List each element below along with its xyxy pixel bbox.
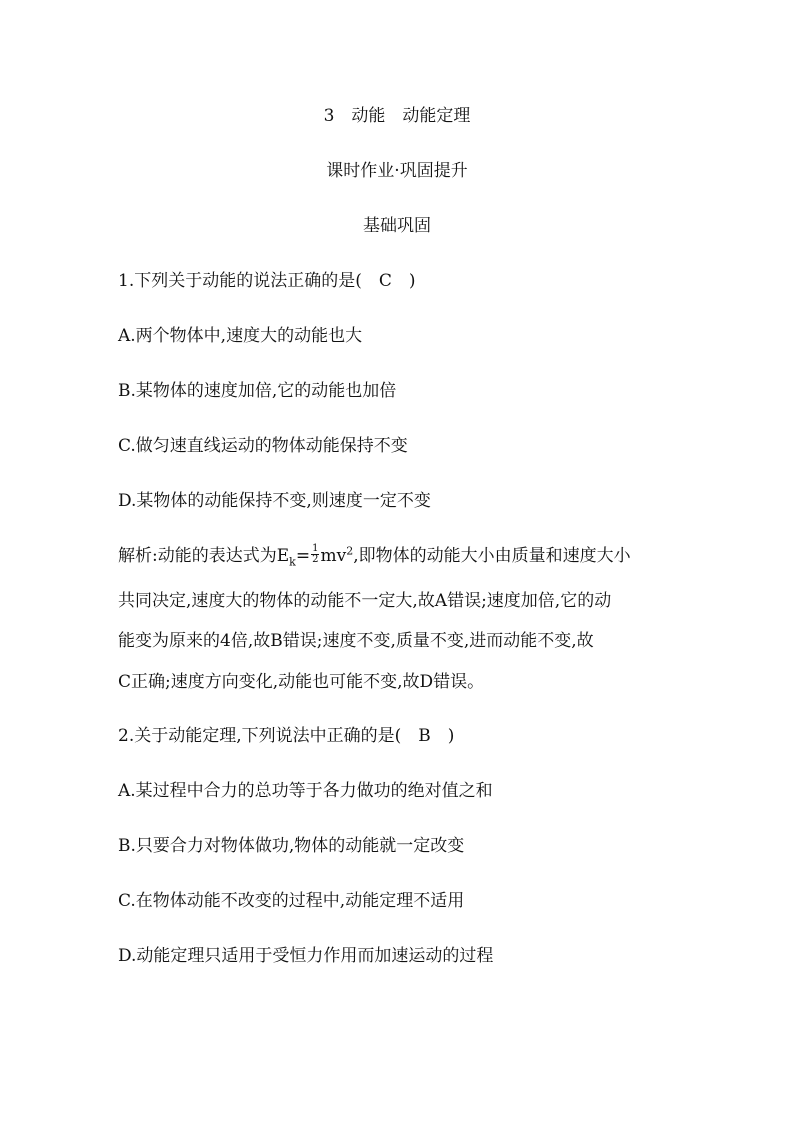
- lesson-title: 3 动能 动能定理: [323, 106, 471, 126]
- kinetic-energy-formula: [276, 543, 354, 569]
- analysis-prefix: 解析:动能的表达式为: [118, 546, 277, 566]
- question-1-option-a: A.两个物体中,速度大的动能也大: [118, 326, 363, 346]
- question-2-option-a: A.某过程中合力的总功等于各力做功的绝对值之和: [118, 781, 493, 801]
- assignment-subtitle: 课时作业·巩固提升: [326, 161, 468, 181]
- formula-symbol-e: E: [276, 546, 290, 566]
- question-1-analysis-line-4: C正确;速度方向变化,动能也可能不变,故D错误。: [118, 672, 485, 692]
- question-2-option-b: B.只要合力对物体做功,物体的动能就一定改变: [118, 836, 465, 856]
- question-2-option-d: D.动能定理只适用于受恒力作用而加速运动的过程: [118, 946, 494, 966]
- question-1-option-c: C.做匀速直线运动的物体动能保持不变: [118, 436, 408, 456]
- question-1-analysis-line-2: 共同决定,速度大的物体的动能不一定大,故A错误;速度加倍,它的动: [118, 591, 612, 611]
- formula-fraction: [311, 544, 319, 565]
- fraction-numerator: 1: [312, 543, 319, 554]
- question-1-analysis-line-1: [118, 543, 631, 569]
- question-2-stem: 2.关于动能定理,下列说法中正确的是( B ): [118, 726, 455, 746]
- question-1-analysis-line-3: 能变为原来的4倍,故B错误;速度不变,质量不变,进而动能不变,故: [118, 631, 594, 651]
- formula-equals: =: [295, 546, 311, 566]
- question-1-stem: 1.下列关于动能的说法正确的是( C ): [118, 271, 416, 291]
- question-1-option-b: B.某物体的速度加倍,它的动能也加倍: [118, 381, 397, 401]
- formula-subscript-k: k: [289, 555, 296, 569]
- question-2-option-c: C.在物体动能不改变的过程中,动能定理不适用: [118, 891, 465, 911]
- formula-mv: mv: [320, 546, 347, 566]
- analysis-line-1-rest: ,即物体的动能大小由质量和速度大小: [353, 546, 631, 566]
- question-1-option-d: D.某物体的动能保持不变,则速度一定不变: [118, 491, 431, 511]
- section-heading: 基础巩固: [363, 216, 431, 236]
- fraction-denominator: 2: [312, 554, 319, 565]
- formula-superscript-2: 2: [346, 544, 354, 558]
